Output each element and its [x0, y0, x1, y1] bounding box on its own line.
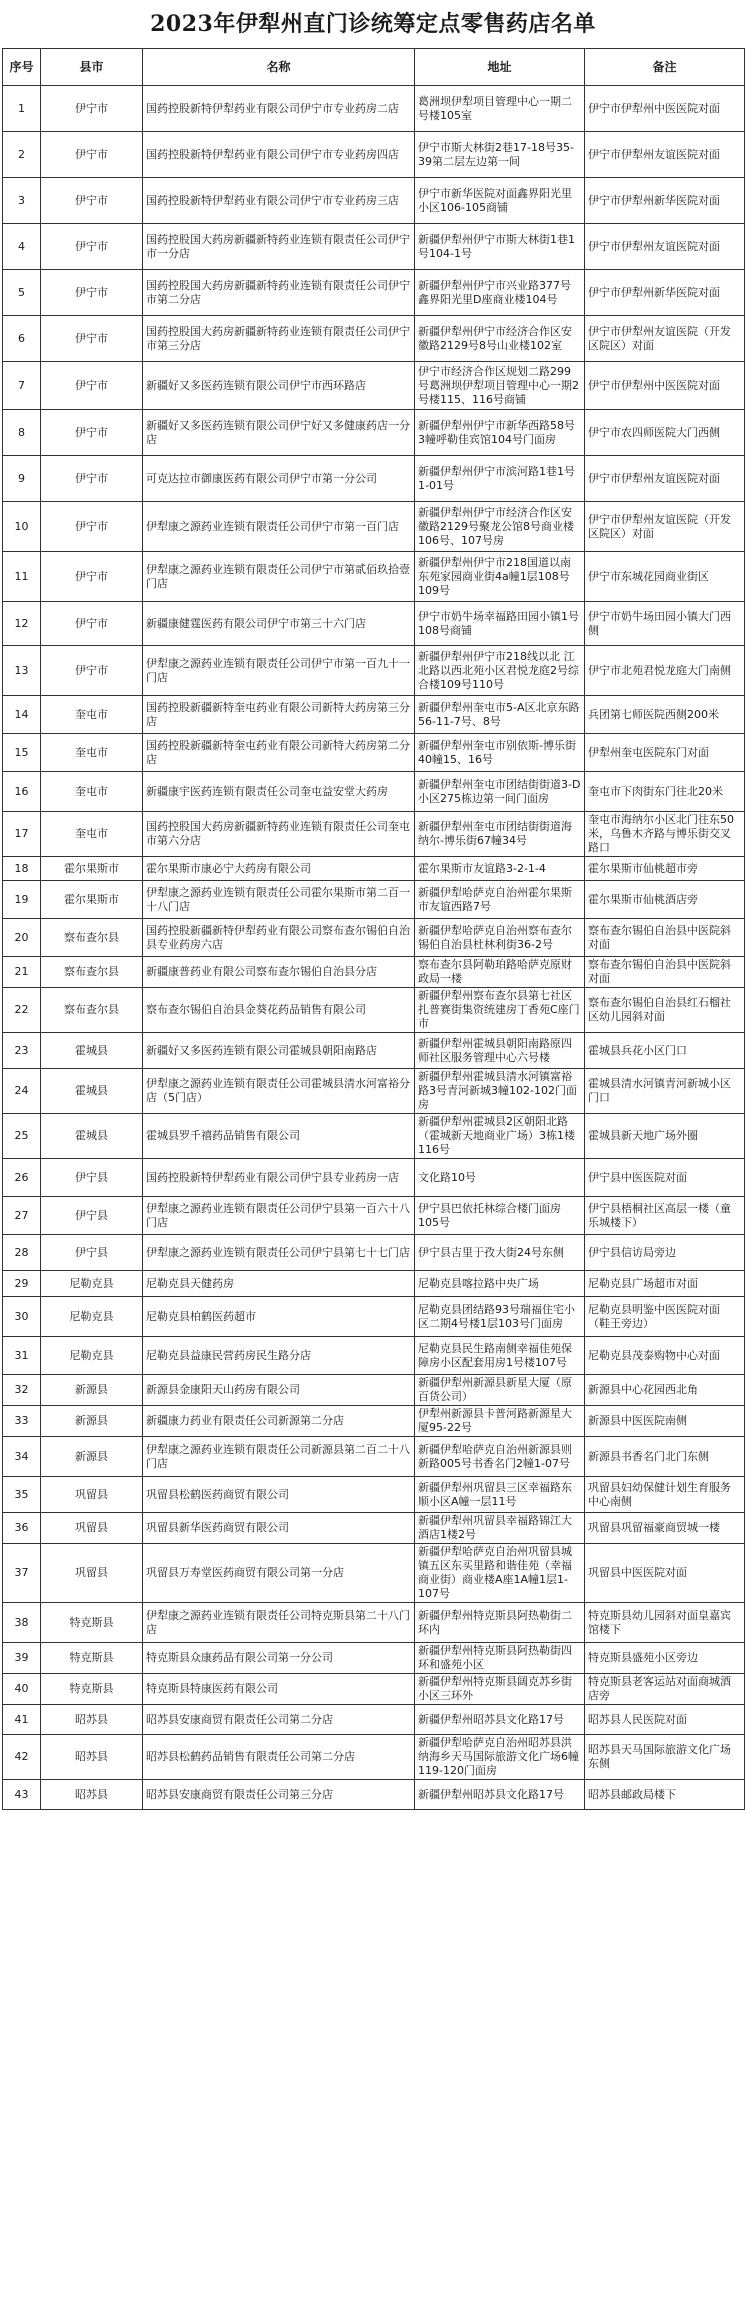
- table-row: [3, 132, 745, 178]
- cell-index: 36: [3, 1513, 41, 1544]
- cell-index: 8: [3, 410, 41, 456]
- cell-county: 特克斯县: [41, 1643, 143, 1674]
- cell-name: 尼勒克县天健药房: [143, 1271, 415, 1297]
- cell-index: 2: [3, 132, 41, 178]
- cell-remark: 霍尔果斯市仙桃超市旁: [585, 857, 745, 881]
- table-row: [3, 1437, 745, 1477]
- cell-name: 新疆康普药业有限公司察布查尔锡伯自治县分店: [143, 957, 415, 988]
- cell-county: 昭苏县: [41, 1705, 143, 1735]
- cell-name: 新疆好又多医药连锁有限公司霍城县朝阳南路店: [143, 1033, 415, 1069]
- table-row: [3, 1297, 745, 1337]
- table-row: [3, 1643, 745, 1674]
- cell-index: 1: [3, 86, 41, 132]
- cell-address: 新疆伊犁州昭苏县文化路17号: [415, 1780, 585, 1810]
- cell-address: 新疆伊犁州伊宁市兴业路377号鑫界阳光里D座商业楼104号: [415, 270, 585, 316]
- cell-address: 新疆伊犁州霍城县清水河镇富裕路3号青河新城3幢102-102门面房: [415, 1069, 585, 1114]
- cell-remark: 伊宁市农四师医院大门西侧: [585, 410, 745, 456]
- cell-county: 伊宁市: [41, 646, 143, 696]
- table-row: [3, 646, 745, 696]
- cell-name: 新疆康力药业有限责任公司新源第二分店: [143, 1406, 415, 1437]
- cell-address: 新疆伊犁州伊宁市经济合作区安徽路2129号8号山业楼102室: [415, 316, 585, 362]
- cell-index: 41: [3, 1705, 41, 1735]
- cell-index: 32: [3, 1375, 41, 1406]
- cell-index: 33: [3, 1406, 41, 1437]
- cell-index: 39: [3, 1643, 41, 1674]
- table-row: [3, 1033, 745, 1069]
- cell-name: 国药控股国大药房新疆新特药业连锁有限责任公司伊宁市第三分店: [143, 316, 415, 362]
- cell-remark: 新源县中心花园西北角: [585, 1375, 745, 1406]
- cell-name: 国药控股新疆新特奎屯药业有限公司新特大药房第三分店: [143, 696, 415, 734]
- cell-name: 国药控股新疆新特奎屯药业有限公司新特大药房第二分店: [143, 734, 415, 772]
- cell-county: 新源县: [41, 1406, 143, 1437]
- cell-county: 伊宁市: [41, 456, 143, 502]
- cell-index: 14: [3, 696, 41, 734]
- cell-name: 可克达拉市御康医药有限公司伊宁市第一分公司: [143, 456, 415, 502]
- cell-name: 国药控股国大药房新疆新特药业连锁有限责任公司伊宁市一分店: [143, 224, 415, 270]
- cell-address: 新疆伊犁州察布查尔县第七社区扎普赛街集资统建房丁香苑C座门市: [415, 988, 585, 1033]
- cell-address: 伊宁市斯大林街2巷17-18号35-39第二层左边第一间: [415, 132, 585, 178]
- table-row: [3, 552, 745, 602]
- cell-name: 国药控股新疆新特伊犁药业有限公司察布查尔锡伯自治县专业药房六店: [143, 919, 415, 957]
- table-row: [3, 502, 745, 552]
- table-row: [3, 1780, 745, 1810]
- cell-index: 19: [3, 881, 41, 919]
- cell-index: 3: [3, 178, 41, 224]
- cell-address: 新疆伊犁州奎屯市5-A区北京东路56-11-7号、8号: [415, 696, 585, 734]
- cell-county: 察布查尔县: [41, 988, 143, 1033]
- cell-address: 新疆伊犁州伊宁市新华西路58号3幢呼勒佳宾馆104号门面房: [415, 410, 585, 456]
- cell-name: 霍尔果斯市康必宁大药房有限公司: [143, 857, 415, 881]
- table-row: [3, 734, 745, 772]
- table-row: [3, 1513, 745, 1544]
- cell-address: 伊宁市经济合作区规划二路299号葛洲坝伊犁项目管理中心一期2号楼115、116号商铺: [415, 362, 585, 410]
- cell-name: 尼勒克县柏鹤医药超市: [143, 1297, 415, 1337]
- header-address: 地址: [415, 49, 585, 86]
- cell-name: 巩留县新华医药商贸有限公司: [143, 1513, 415, 1544]
- cell-address: 新疆伊犁州特克斯县阔克苏乡街小区三环外: [415, 1674, 585, 1705]
- cell-county: 伊宁市: [41, 224, 143, 270]
- cell-name: 伊犁康之源药业连锁有限责任公司伊宁县第七十七门店: [143, 1235, 415, 1271]
- cell-index: 43: [3, 1780, 41, 1810]
- cell-name: 伊犁康之源药业连锁有限责任公司霍城县清水河富裕分店（5门店）: [143, 1069, 415, 1114]
- table-row: [3, 1674, 745, 1705]
- table-row: [3, 86, 745, 132]
- cell-remark: 伊宁县梧桐社区高层一楼（童乐城楼下）: [585, 1197, 745, 1235]
- cell-address: 伊宁市新华医院对面鑫界阳光里小区106-105商铺: [415, 178, 585, 224]
- cell-remark: 奎屯市下肉街东门往北20米: [585, 772, 745, 812]
- cell-index: 34: [3, 1437, 41, 1477]
- cell-remark: 伊宁市伊犁州中医医院对面: [585, 86, 745, 132]
- cell-name: 伊犁康之源药业连锁有限责任公司新源县第二百二十八门店: [143, 1437, 415, 1477]
- table-row: [3, 1197, 745, 1235]
- cell-name: 伊犁康之源药业连锁有限责任公司伊宁市第贰佰玖拾壹门店: [143, 552, 415, 602]
- cell-name: 国药控股新特伊犁药业有限公司伊宁市专业药房三店: [143, 178, 415, 224]
- cell-county: 霍尔果斯市: [41, 881, 143, 919]
- cell-name: 霍城县罗千禧药品销售有限公司: [143, 1114, 415, 1159]
- cell-remark: 尼勒克县茂泰购物中心对面: [585, 1337, 745, 1375]
- cell-address: 伊宁县吉里于孜大街24号东侧: [415, 1235, 585, 1271]
- cell-index: 10: [3, 502, 41, 552]
- cell-address: 尼勒克县喀拉路中央广场: [415, 1271, 585, 1297]
- page-title: 2023年伊犁州直门诊统筹定点零售药店名单: [150, 11, 596, 37]
- cell-name: 尼勒克县益康民营药房民生路分店: [143, 1337, 415, 1375]
- cell-index: 16: [3, 772, 41, 812]
- cell-address: 新疆伊犁州伊宁市斯大林街1巷1号104-1号: [415, 224, 585, 270]
- cell-address: 新疆伊犁州伊宁市经济合作区安徽路2129号聚龙公馆8号商业楼106号、107号房: [415, 502, 585, 552]
- cell-name: 新疆康健霆医药有限公司伊宁市第三十六门店: [143, 602, 415, 646]
- cell-remark: 察布查尔锡伯自治县中医院斜对面: [585, 957, 745, 988]
- cell-name: 国药控股新特伊犁药业有限公司伊宁县专业药房一店: [143, 1159, 415, 1197]
- cell-name: 昭苏县松鹤药品销售有限责任公司第二分店: [143, 1735, 415, 1780]
- cell-remark: 特克斯县幼儿园斜对面皇嘉宾馆楼下: [585, 1603, 745, 1643]
- cell-address: 霍尔果斯市友谊路3-2-1-4: [415, 857, 585, 881]
- cell-county: 尼勒克县: [41, 1297, 143, 1337]
- cell-remark: 伊宁市伊犁州友谊医院对面: [585, 456, 745, 502]
- cell-remark: 霍城县新天地广场外圈: [585, 1114, 745, 1159]
- cell-remark: 昭苏县邮政局楼下: [585, 1780, 745, 1810]
- table-row: [3, 1477, 745, 1513]
- cell-address: 新疆伊犁州奎屯市团结街街道海纳尔-博乐街67幢34号: [415, 812, 585, 857]
- cell-remark: 伊宁市北苑君悦龙庭大门南侧: [585, 646, 745, 696]
- cell-remark: 伊宁市伊犁州中医医院对面: [585, 362, 745, 410]
- cell-name: 巩留县万寿堂医药商贸有限公司第一分店: [143, 1544, 415, 1603]
- cell-index: 25: [3, 1114, 41, 1159]
- cell-name: 特克斯县特康医药有限公司: [143, 1674, 415, 1705]
- table-row: [3, 224, 745, 270]
- cell-county: 新源县: [41, 1375, 143, 1406]
- cell-county: 伊宁市: [41, 178, 143, 224]
- cell-address: 新疆伊犁州巩留县幸福路锦江大酒店1楼2号: [415, 1513, 585, 1544]
- cell-county: 伊宁市: [41, 410, 143, 456]
- table-row: [3, 1069, 745, 1114]
- cell-remark: 新源县书香名门北门东侧: [585, 1437, 745, 1477]
- cell-county: 伊宁市: [41, 316, 143, 362]
- cell-county: 尼勒克县: [41, 1271, 143, 1297]
- table-row: [3, 1159, 745, 1197]
- cell-county: 察布查尔县: [41, 957, 143, 988]
- cell-county: 昭苏县: [41, 1780, 143, 1810]
- cell-county: 特克斯县: [41, 1603, 143, 1643]
- cell-index: 37: [3, 1544, 41, 1603]
- cell-name: 伊犁康之源药业连锁有限责任公司霍尔果斯市第二百一十八门店: [143, 881, 415, 919]
- table-header-row: [3, 49, 745, 86]
- cell-county: 伊宁市: [41, 502, 143, 552]
- cell-county: 伊宁市: [41, 552, 143, 602]
- cell-index: 42: [3, 1735, 41, 1780]
- cell-remark: 霍尔果斯市仙桃酒店旁: [585, 881, 745, 919]
- cell-address: 文化路10号: [415, 1159, 585, 1197]
- cell-county: 巩留县: [41, 1513, 143, 1544]
- cell-index: 24: [3, 1069, 41, 1114]
- cell-county: 伊宁市: [41, 362, 143, 410]
- cell-index: 22: [3, 988, 41, 1033]
- cell-index: 13: [3, 646, 41, 696]
- cell-name: 伊犁康之源药业连锁有限责任公司特克斯县第二十八门店: [143, 1603, 415, 1643]
- cell-index: 35: [3, 1477, 41, 1513]
- cell-county: 察布查尔县: [41, 919, 143, 957]
- cell-address: 新疆伊犁哈萨克自治州新源县则新路005号书香名门2幢1-07号: [415, 1437, 585, 1477]
- table-row: [3, 1406, 745, 1437]
- cell-address: 新疆伊犁州昭苏县文化路17号: [415, 1705, 585, 1735]
- cell-address: 新疆伊犁哈萨克自治州巩留县城镇五区东买里路和谐佳苑（幸福商业街）商业楼A座1A幢1层1-107号: [415, 1544, 585, 1603]
- cell-county: 奎屯市: [41, 696, 143, 734]
- cell-name: 国药控股新特伊犁药业有限公司伊宁市专业药房二店: [143, 86, 415, 132]
- cell-index: 21: [3, 957, 41, 988]
- cell-county: 伊宁县: [41, 1197, 143, 1235]
- cell-county: 伊宁市: [41, 86, 143, 132]
- cell-name: 国药控股新特伊犁药业有限公司伊宁市专业药房四店: [143, 132, 415, 178]
- cell-remark: 尼勒克县广场超市对面: [585, 1271, 745, 1297]
- cell-county: 巩留县: [41, 1544, 143, 1603]
- cell-address: 察布查尔县阿勒珀路哈萨克原财政局一楼: [415, 957, 585, 988]
- table-row: [3, 1235, 745, 1271]
- cell-address: 新疆伊犁州新源县新星大厦（原百货公司）: [415, 1375, 585, 1406]
- cell-index: 31: [3, 1337, 41, 1375]
- cell-address: 尼勒克县团结路93号瑞福住宅小区二期4号楼1层103号门面房: [415, 1297, 585, 1337]
- cell-county: 伊宁市: [41, 602, 143, 646]
- table-row: [3, 1114, 745, 1159]
- cell-remark: 伊宁市伊犁州友谊医院（开发区院区）对面: [585, 316, 745, 362]
- cell-name: 伊犁康之源药业连锁有限责任公司伊宁市第一百九十一门店: [143, 646, 415, 696]
- table-row: [3, 178, 745, 224]
- cell-name: 国药控股国大药房新疆新特药业连锁有限责任公司伊宁市第二分店: [143, 270, 415, 316]
- cell-address: 新疆伊犁哈萨克自治州昭苏县洪纳海乡天马国际旅游文化广场6幢119-120门面房: [415, 1735, 585, 1780]
- cell-address: 新疆伊犁州伊宁市218线以北 江北路以西北苑小区君悦龙庭2号综合楼109号110号: [415, 646, 585, 696]
- cell-address: 新疆伊犁州巩留县三区幸福路东顺小区A幢一层11号: [415, 1477, 585, 1513]
- cell-remark: 霍城县清水河镇青河新城小区门口: [585, 1069, 745, 1114]
- cell-remark: 特克斯县盛苑小区旁边: [585, 1643, 745, 1674]
- cell-index: 40: [3, 1674, 41, 1705]
- cell-name: 伊犁康之源药业连锁有限责任公司伊宁县第一百六十八门店: [143, 1197, 415, 1235]
- cell-index: 20: [3, 919, 41, 957]
- cell-county: 巩留县: [41, 1477, 143, 1513]
- table-row: [3, 1603, 745, 1643]
- cell-county: 奎屯市: [41, 734, 143, 772]
- cell-name: 昭苏县安康商贸有限责任公司第三分店: [143, 1780, 415, 1810]
- cell-county: 奎屯市: [41, 812, 143, 857]
- cell-name: 新疆康宇医药连锁有限责任公司奎屯益安堂大药房: [143, 772, 415, 812]
- cell-index: 28: [3, 1235, 41, 1271]
- table-row: [3, 602, 745, 646]
- cell-address: 新疆伊犁州霍城县朝阳南路原四师社区服务管理中心六号楼: [415, 1033, 585, 1069]
- cell-address: 新疆伊犁州霍城县2区朝阳北路（霍城新天地商业广场）3栋1楼116号: [415, 1114, 585, 1159]
- cell-address: 伊宁市奶牛场幸福路田园小镇1号108号商铺: [415, 602, 585, 646]
- cell-remark: 奎屯市海纳尔小区北门往东50米，乌鲁木齐路与博乐街交叉路口: [585, 812, 745, 857]
- cell-remark: 伊宁市奶牛场田园小镇大门西侧: [585, 602, 745, 646]
- table-body: [3, 86, 745, 1810]
- cell-remark: 伊宁市东城花园商业街区: [585, 552, 745, 602]
- cell-index: 11: [3, 552, 41, 602]
- cell-name: 伊犁康之源药业连锁有限责任公司伊宁市第一百门店: [143, 502, 415, 552]
- cell-index: 30: [3, 1297, 41, 1337]
- cell-remark: 巩留县巩留福豪商贸城一楼: [585, 1513, 745, 1544]
- cell-address: 新疆伊犁哈萨克自治州霍尔果斯市友谊西路7号: [415, 881, 585, 919]
- header-county: 县市: [41, 49, 143, 86]
- table-row: [3, 812, 745, 857]
- cell-county: 伊宁市: [41, 132, 143, 178]
- table-row: [3, 881, 745, 919]
- cell-remark: 昭苏县人民医院对面: [585, 1705, 745, 1735]
- cell-county: 霍城县: [41, 1069, 143, 1114]
- cell-index: 29: [3, 1271, 41, 1297]
- cell-county: 伊宁县: [41, 1235, 143, 1271]
- table-row: [3, 270, 745, 316]
- cell-address: 伊宁县巴依托林综合楼门面房105号: [415, 1197, 585, 1235]
- cell-remark: 巩留县妇幼保健计划生育服务中心南侧: [585, 1477, 745, 1513]
- cell-address: 尼勒克县民生路南侧幸福佳苑保障房小区配套用房1号楼107号: [415, 1337, 585, 1375]
- cell-index: 5: [3, 270, 41, 316]
- cell-remark: 霍城县兵花小区门口: [585, 1033, 745, 1069]
- cell-remark: 伊犁州奎屯医院东门对面: [585, 734, 745, 772]
- cell-index: 18: [3, 857, 41, 881]
- cell-address: 新疆伊犁州伊宁市滨河路1巷1号1-01号: [415, 456, 585, 502]
- cell-index: 4: [3, 224, 41, 270]
- table-row: [3, 696, 745, 734]
- cell-remark: 伊宁市伊犁州友谊医院对面: [585, 132, 745, 178]
- cell-name: 新疆好又多医药连锁有限公司伊宁好又多健康药店一分店: [143, 410, 415, 456]
- cell-remark: 昭苏县天马国际旅游文化广场东侧: [585, 1735, 745, 1780]
- cell-remark: 伊宁市伊犁州新华医院对面: [585, 270, 745, 316]
- cell-name: 巩留县松鹤医药商贸有限公司: [143, 1477, 415, 1513]
- cell-address: 新疆伊犁州奎屯市别依斯-博乐街40幢15、16号: [415, 734, 585, 772]
- table-row: [3, 772, 745, 812]
- table-row: [3, 1375, 745, 1406]
- cell-remark: 伊宁市伊犁州友谊医院（开发区院区）对面: [585, 502, 745, 552]
- table-row: [3, 919, 745, 957]
- cell-name: 新疆好又多医药连锁有限公司伊宁市西环路店: [143, 362, 415, 410]
- table-row: [3, 316, 745, 362]
- cell-remark: 伊宁县中医医院对面: [585, 1159, 745, 1197]
- cell-remark: 新源县中医医院南侧: [585, 1406, 745, 1437]
- cell-name: 察布查尔锡伯自治县金葵花药品销售有限公司: [143, 988, 415, 1033]
- cell-remark: 伊宁市伊犁州新华医院对面: [585, 178, 745, 224]
- cell-index: 15: [3, 734, 41, 772]
- cell-address: 伊犁州新源县卡普河路新源星大厦95-22号: [415, 1406, 585, 1437]
- cell-remark: 察布查尔锡伯自治县中医院斜对面: [585, 919, 745, 957]
- cell-county: 霍尔果斯市: [41, 857, 143, 881]
- table-row: [3, 456, 745, 502]
- header-name: 名称: [143, 49, 415, 86]
- cell-remark: 特克斯县老客运站对面商城酒店旁: [585, 1674, 745, 1705]
- cell-remark: 伊宁市伊犁州友谊医院对面: [585, 224, 745, 270]
- table-row: [3, 957, 745, 988]
- cell-county: 尼勒克县: [41, 1337, 143, 1375]
- cell-county: 昭苏县: [41, 1735, 143, 1780]
- table-row: [3, 857, 745, 881]
- cell-county: 伊宁县: [41, 1159, 143, 1197]
- table-row: [3, 1544, 745, 1603]
- cell-county: 霍城县: [41, 1033, 143, 1069]
- cell-name: 昭苏县安康商贸有限责任公司第二分店: [143, 1705, 415, 1735]
- cell-address: 新疆伊犁州特克斯县阿热勒街二环内: [415, 1603, 585, 1643]
- cell-address: 葛洲坝伊犁项目管理中心一期二号楼105室: [415, 86, 585, 132]
- cell-county: 特克斯县: [41, 1674, 143, 1705]
- table-row: [3, 1705, 745, 1735]
- table-row: [3, 1271, 745, 1297]
- table-row: [3, 1735, 745, 1780]
- cell-address: 新疆伊犁州特克斯县阿热勒街四环和盛苑小区: [415, 1643, 585, 1674]
- pharmacy-table: [2, 48, 745, 1810]
- cell-index: 9: [3, 456, 41, 502]
- cell-remark: 兵团第七师医院西侧200米: [585, 696, 745, 734]
- cell-name: 特克斯县众康药品有限公司第一分公司: [143, 1643, 415, 1674]
- cell-name: 新源县金康阳天山药房有限公司: [143, 1375, 415, 1406]
- cell-index: 17: [3, 812, 41, 857]
- header-remark: 备注: [585, 49, 745, 86]
- cell-name: 国药控股国大药房新疆新特药业连锁有限责任公司奎屯市第六分店: [143, 812, 415, 857]
- cell-remark: 尼勒克县明鉴中医医院对面（鞋王旁边）: [585, 1297, 745, 1337]
- cell-index: 23: [3, 1033, 41, 1069]
- table-row: [3, 1337, 745, 1375]
- cell-remark: 察布查尔锡伯自治县红石榴社区幼儿园斜对面: [585, 988, 745, 1033]
- cell-remark: 伊宁县信访局旁边: [585, 1235, 745, 1271]
- table-row: [3, 410, 745, 456]
- cell-index: 7: [3, 362, 41, 410]
- cell-county: 伊宁市: [41, 270, 143, 316]
- cell-address: 新疆伊犁州奎屯市团结街街道3-D小区275栋边第一间门面房: [415, 772, 585, 812]
- cell-county: 霍城县: [41, 1114, 143, 1159]
- cell-index: 12: [3, 602, 41, 646]
- cell-index: 38: [3, 1603, 41, 1643]
- cell-address: 新疆伊犁州伊宁市218国道以南东苑家园商业街4a幢1层108号 109号: [415, 552, 585, 602]
- header-index: 序号: [3, 49, 41, 86]
- cell-remark: 巩留县中医医院对面: [585, 1544, 745, 1603]
- table-row: [3, 988, 745, 1033]
- cell-index: 26: [3, 1159, 41, 1197]
- cell-index: 27: [3, 1197, 41, 1235]
- cell-address: 新疆伊犁哈萨克自治州察布查尔锡伯自治县杜林利街36-2号: [415, 919, 585, 957]
- cell-index: 6: [3, 316, 41, 362]
- cell-county: 奎屯市: [41, 772, 143, 812]
- table-row: [3, 362, 745, 410]
- cell-county: 新源县: [41, 1437, 143, 1477]
